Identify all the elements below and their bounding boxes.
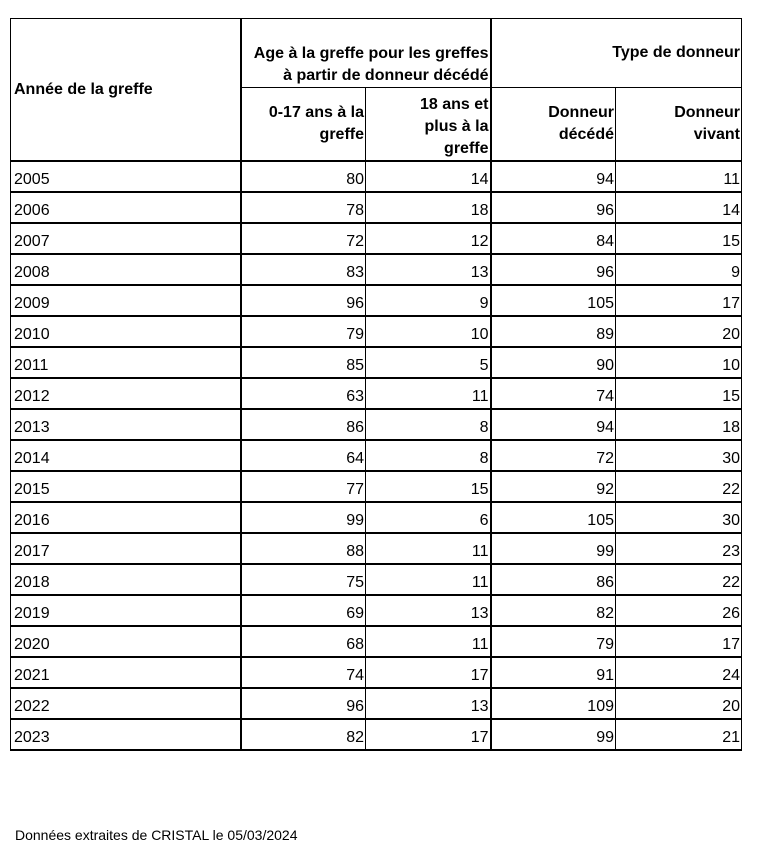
col-header-deceased: Donneur décédé	[491, 88, 616, 162]
age-group-header: Age à la greffe pour les greffes à partir de donneur décédé	[241, 19, 491, 88]
living-cell: 20	[616, 316, 742, 347]
age-0-17-cell: 68	[241, 626, 366, 657]
age-0-17-cell: 96	[241, 285, 366, 316]
age-18-plus-cell: 9	[366, 285, 491, 316]
living-cell: 21	[616, 719, 742, 750]
age-18-plus-cell: 13	[366, 688, 491, 719]
age-18-plus-cell: 11	[366, 564, 491, 595]
living-cell: 24	[616, 657, 742, 688]
year-cell: 2006	[11, 192, 241, 223]
age-18-plus-cell: 8	[366, 409, 491, 440]
age-0-17-cell: 72	[241, 223, 366, 254]
header-row-groups	[11, 19, 742, 88]
living-cell: 15	[616, 378, 742, 409]
age-0-17-cell: 85	[241, 347, 366, 378]
age-18-plus-cell: 13	[366, 595, 491, 626]
living-cell: 11	[616, 161, 742, 192]
living-cell: 22	[616, 471, 742, 502]
year-cell: 2020	[11, 626, 241, 657]
year-cell: 2010	[11, 316, 241, 347]
age-18-plus-cell: 17	[366, 719, 491, 750]
table-row	[11, 161, 742, 192]
age-18-plus-cell: 12	[366, 223, 491, 254]
year-cell: 2013	[11, 409, 241, 440]
age-0-17-cell: 64	[241, 440, 366, 471]
age-18-plus-cell: 10	[366, 316, 491, 347]
age-0-17-cell: 79	[241, 316, 366, 347]
deceased-cell: 86	[491, 564, 616, 595]
deceased-cell: 82	[491, 595, 616, 626]
year-cell: 2021	[11, 657, 241, 688]
year-cell: 2012	[11, 378, 241, 409]
age-0-17-cell: 83	[241, 254, 366, 285]
col-header-living: Donneur vivant	[616, 88, 742, 162]
living-cell: 17	[616, 626, 742, 657]
table-row	[11, 347, 742, 378]
living-cell: 30	[616, 440, 742, 471]
table-row	[11, 254, 742, 285]
col-header-age-0-17: 0-17 ans à la greffe	[241, 88, 366, 162]
living-cell: 9	[616, 254, 742, 285]
living-cell: 23	[616, 533, 742, 564]
age-18-plus-cell: 15	[366, 471, 491, 502]
year-cell: 2015	[11, 471, 241, 502]
year-cell: 2014	[11, 440, 241, 471]
living-cell: 14	[616, 192, 742, 223]
age-0-17-cell: 78	[241, 192, 366, 223]
deceased-cell: 79	[491, 626, 616, 657]
table-row	[11, 316, 742, 347]
deceased-cell: 99	[491, 719, 616, 750]
deceased-cell: 105	[491, 285, 616, 316]
donor-type-header: Type de donneur	[491, 19, 742, 88]
table-row	[11, 409, 742, 440]
living-cell: 15	[616, 223, 742, 254]
deceased-cell: 94	[491, 161, 616, 192]
deceased-cell: 109	[491, 688, 616, 719]
col-header-age-18-plus: 18 ans et plus à la greffe	[366, 88, 491, 162]
year-cell: 2016	[11, 502, 241, 533]
deceased-cell: 96	[491, 254, 616, 285]
table-row	[11, 688, 742, 719]
deceased-cell: 84	[491, 223, 616, 254]
age-18-plus-cell: 17	[366, 657, 491, 688]
age-0-17-cell: 77	[241, 471, 366, 502]
age-0-17-cell: 96	[241, 688, 366, 719]
year-cell: 2011	[11, 347, 241, 378]
age-0-17-cell: 88	[241, 533, 366, 564]
age-18-plus-cell: 6	[366, 502, 491, 533]
age-0-17-cell: 80	[241, 161, 366, 192]
deceased-cell: 89	[491, 316, 616, 347]
year-cell: 2008	[11, 254, 241, 285]
table-row	[11, 471, 742, 502]
age-18-plus-cell: 13	[366, 254, 491, 285]
deceased-cell: 90	[491, 347, 616, 378]
deceased-cell: 92	[491, 471, 616, 502]
age-18-plus-cell: 11	[366, 533, 491, 564]
age-0-17-cell: 63	[241, 378, 366, 409]
table-body	[11, 161, 742, 750]
table-row	[11, 378, 742, 409]
deceased-cell: 94	[491, 409, 616, 440]
deceased-cell: 99	[491, 533, 616, 564]
age-18-plus-cell: 14	[366, 161, 491, 192]
age-0-17-cell: 74	[241, 657, 366, 688]
table-row	[11, 533, 742, 564]
year-header: Année de la greffe	[11, 19, 241, 162]
table-row	[11, 192, 742, 223]
age-18-plus-cell: 5	[366, 347, 491, 378]
year-cell: 2018	[11, 564, 241, 595]
deceased-cell: 74	[491, 378, 616, 409]
table-row	[11, 657, 742, 688]
age-0-17-cell: 86	[241, 409, 366, 440]
age-18-plus-cell: 11	[366, 626, 491, 657]
table-row	[11, 719, 742, 750]
table-row	[11, 595, 742, 626]
year-cell: 2022	[11, 688, 241, 719]
age-0-17-cell: 69	[241, 595, 366, 626]
age-18-plus-cell: 8	[366, 440, 491, 471]
year-cell: 2007	[11, 223, 241, 254]
living-cell: 22	[616, 564, 742, 595]
transplant-table	[10, 18, 742, 751]
living-cell: 10	[616, 347, 742, 378]
age-0-17-cell: 82	[241, 719, 366, 750]
age-18-plus-cell: 18	[366, 192, 491, 223]
living-cell: 18	[616, 409, 742, 440]
living-cell: 20	[616, 688, 742, 719]
table-row	[11, 626, 742, 657]
year-cell: 2009	[11, 285, 241, 316]
living-cell: 26	[616, 595, 742, 626]
age-0-17-cell: 75	[241, 564, 366, 595]
deceased-cell: 91	[491, 657, 616, 688]
table-row	[11, 440, 742, 471]
source-note: Données extraites de CRISTAL le 05/03/2024	[15, 827, 298, 843]
deceased-cell: 72	[491, 440, 616, 471]
table-row	[11, 564, 742, 595]
table-row	[11, 223, 742, 254]
year-cell: 2023	[11, 719, 241, 750]
age-18-plus-cell: 11	[366, 378, 491, 409]
year-cell: 2017	[11, 533, 241, 564]
deceased-cell: 96	[491, 192, 616, 223]
age-0-17-cell: 99	[241, 502, 366, 533]
year-cell: 2005	[11, 161, 241, 192]
deceased-cell: 105	[491, 502, 616, 533]
table-row	[11, 502, 742, 533]
living-cell: 30	[616, 502, 742, 533]
living-cell: 17	[616, 285, 742, 316]
year-cell: 2019	[11, 595, 241, 626]
table-row	[11, 285, 742, 316]
